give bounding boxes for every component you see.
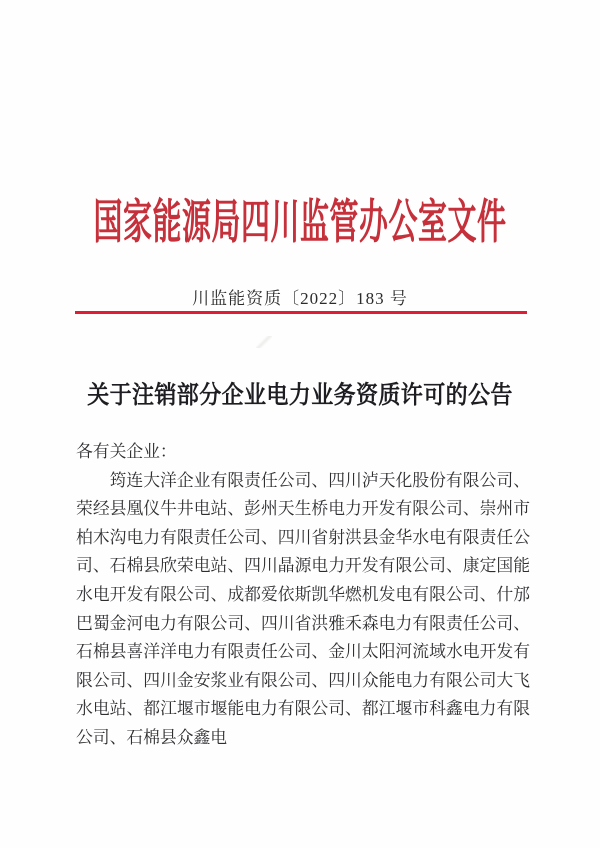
scan-artifact (256, 336, 272, 348)
document-number: 川监能资质〔2022〕183 号 (192, 289, 408, 308)
company-list-paragraph: 筠连大洋企业有限责任公司、四川泸天化股份有限公司、荣经县凰仪牛井电站、彭州天生桥电力开发有限公司、崇州市柏木沟电力有限责任公司、四川省射洪县金华水电有限责任公司、石棉县欣荣电站、四川晶源电力开发有限公司、康定国能水电开发有限公司、成都爱依斯凯华燃机发电有限公司、什邡巴蜀金河电力有限公司、四川省洪雅禾森电力有限责任公司、石棉县喜洋洋电力有限责任公司、金川太阳河流域水电开发有限公司、四川金安浆业有限公司、四川众能电力有限公司大飞水电站、都江堰市堰能电力有限公司、都江堰市科鑫电力有限公司、石棉县众鑫电 (76, 470, 530, 747)
letterhead-divider-rule (75, 311, 527, 314)
notice-title: 关于注销部分企业电力业务资质许可的公告 (87, 380, 513, 409)
notice-body (76, 438, 530, 753)
letterhead-org-title: 国家能源局四川监管办公室文件 (93, 197, 507, 250)
salutation-line: 各有关企业： (76, 442, 177, 461)
